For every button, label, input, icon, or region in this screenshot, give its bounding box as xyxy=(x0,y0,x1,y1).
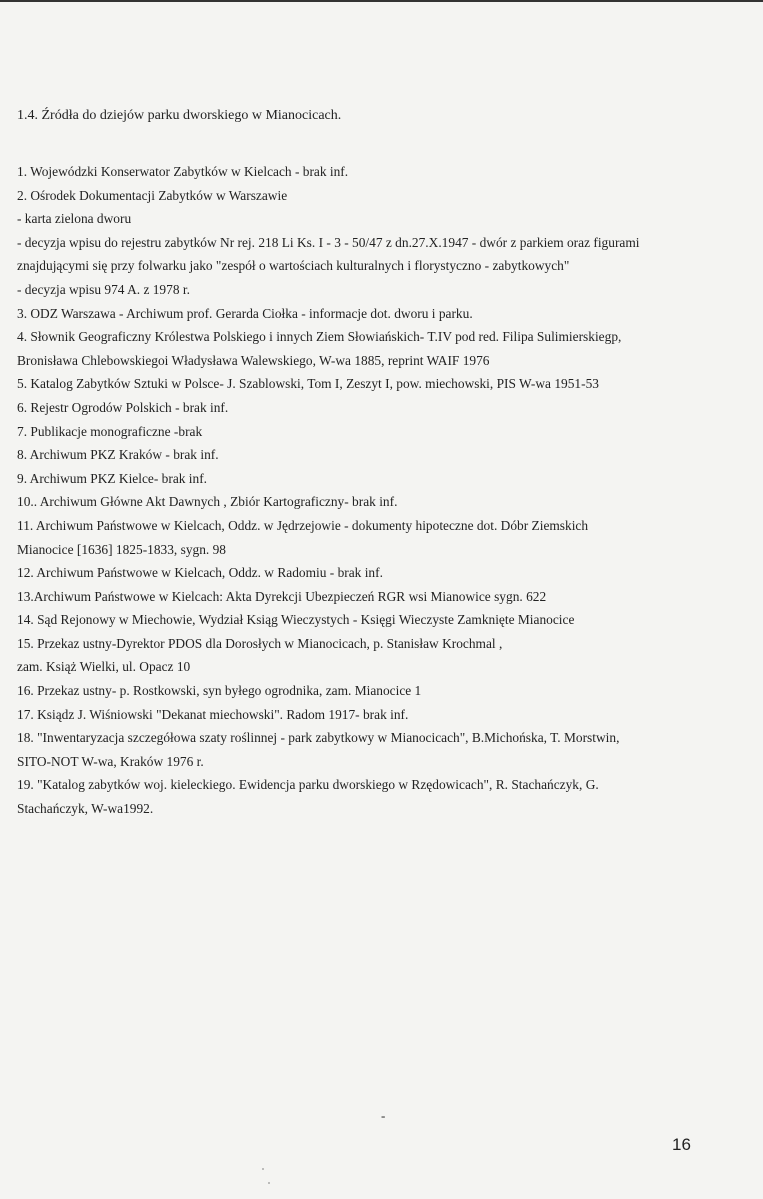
list-line: SITO-NOT W-wa, Kraków 1976 r. xyxy=(17,753,204,769)
list-line: 15. Przekaz ustny-Dyrektor PDOS dla Dorosłych w Mianocicach, p. Stanisław Krochmal , xyxy=(17,635,503,651)
list-line: znajdującymi się przy folwarku jako "zespół o wartościach kulturalnych i florystyczno - zabytkowych" xyxy=(17,258,570,274)
list-line: zam. Książ Wielki, ul. Opacz 10 xyxy=(17,659,191,675)
list-line: 17. Ksiądz J. Wiśniowski "Dekanat miechowski". Radom 1917- brak inf. xyxy=(17,706,409,722)
list-line: 18. "Inwentaryzacja szczegółowa szaty roślinnej - park zabytkowy w Mianocicach", B.Michońska, T. Morstwin, xyxy=(17,730,620,746)
list-line: 13.Archiwum Państwowe w Kielcach: Akta Dyrekcji Ubezpieczeń RGR wsi Mianowice sygn. 622 xyxy=(17,588,547,604)
list-line: 7. Publikacje monograficzne -brak xyxy=(17,423,203,439)
top-border xyxy=(0,0,763,2)
page-number: 16 xyxy=(672,1135,691,1154)
list-line: 12. Archiwum Państwowe w Kielcach, Oddz. w Radomiu - brak inf. xyxy=(17,565,383,581)
list-line: 1. Wojewódzki Konserwator Zabytków w Kielcach - brak inf. xyxy=(17,164,349,179)
list-line: - decyzja wpisu 974 A. z 1978 r. xyxy=(17,281,190,297)
list-line: 2. Ośrodek Dokumentacji Zabytków w Warszawie xyxy=(17,187,288,203)
list-line: 3. ODZ Warszawa - Archiwum prof. Gerarda Ciołka - informacje dot. dworu i parku. xyxy=(17,305,473,321)
section-heading: 1.4. Źródła do dziejów parku dworskiego w Mianocicach. xyxy=(17,108,342,123)
list-line: Bronisława Chlebowskiegoi Władysława Walewskiego, W-wa 1885, reprint WAIF 1976 xyxy=(17,352,490,368)
list-line: 8. Archiwum PKZ Kraków - brak inf. xyxy=(17,447,219,463)
list-line: - karta zielona dworu xyxy=(17,211,132,227)
list-line: 5. Katalog Zabytków Sztuki w Polsce- J. Szablowski, Tom I, Zeszyt I, pow. miechowski, PIS W-wa 1951-53 xyxy=(17,376,599,392)
sources-list xyxy=(17,160,752,821)
list-line: 19. "Katalog zabytków woj. kieleckiego. Ewidencja parku dworskiego w Rzędowicach", R. Stachańczyk, G. xyxy=(17,777,599,793)
list-line: 10.. Archiwum Główne Akt Dawnych , Zbiór Kartograficzny- brak inf. xyxy=(17,494,398,510)
list-line: 11. Archiwum Państwowe w Kielcach, Oddz. w Jędrzejowie - dokumenty hipoteczne dot. Dóbr Ziemskich xyxy=(17,517,589,533)
list-line: 4. Słownik Geograficzny Królestwa Polskiego i innych Ziem Słowiańskich- T.IV pod red. Filipa Sulimierskiegp, xyxy=(17,329,622,345)
list-line: Stachańczyk, W-wa1992. xyxy=(17,801,154,817)
list-line: 16. Przekaz ustny- p. Rostkowski, syn byłego ogrodnika, zam. Mianocice 1 xyxy=(17,683,422,699)
footer-dash: - xyxy=(381,1108,386,1123)
scan-speck xyxy=(262,1168,264,1170)
list-line: 6. Rejestr Ogrodów Polskich - brak inf. xyxy=(17,399,229,415)
list-line: 14. Sąd Rejonowy w Miechowie, Wydział Ksiąg Wieczystych - Księgi Wieczyste Zamknięte Mianocice xyxy=(17,612,575,628)
list-line: - decyzja wpisu do rejestru zabytków Nr rej. 218 Li Ks. I - 3 - 50/47 z dn.27.X.1947 - dwór z parkiem oraz figurami xyxy=(17,234,640,250)
list-line: 9. Archiwum PKZ Kielce- brak inf. xyxy=(17,470,208,486)
list-line: Mianocice [1636] 1825-1833, sygn. 98 xyxy=(17,541,227,557)
scan-speck xyxy=(268,1182,270,1184)
